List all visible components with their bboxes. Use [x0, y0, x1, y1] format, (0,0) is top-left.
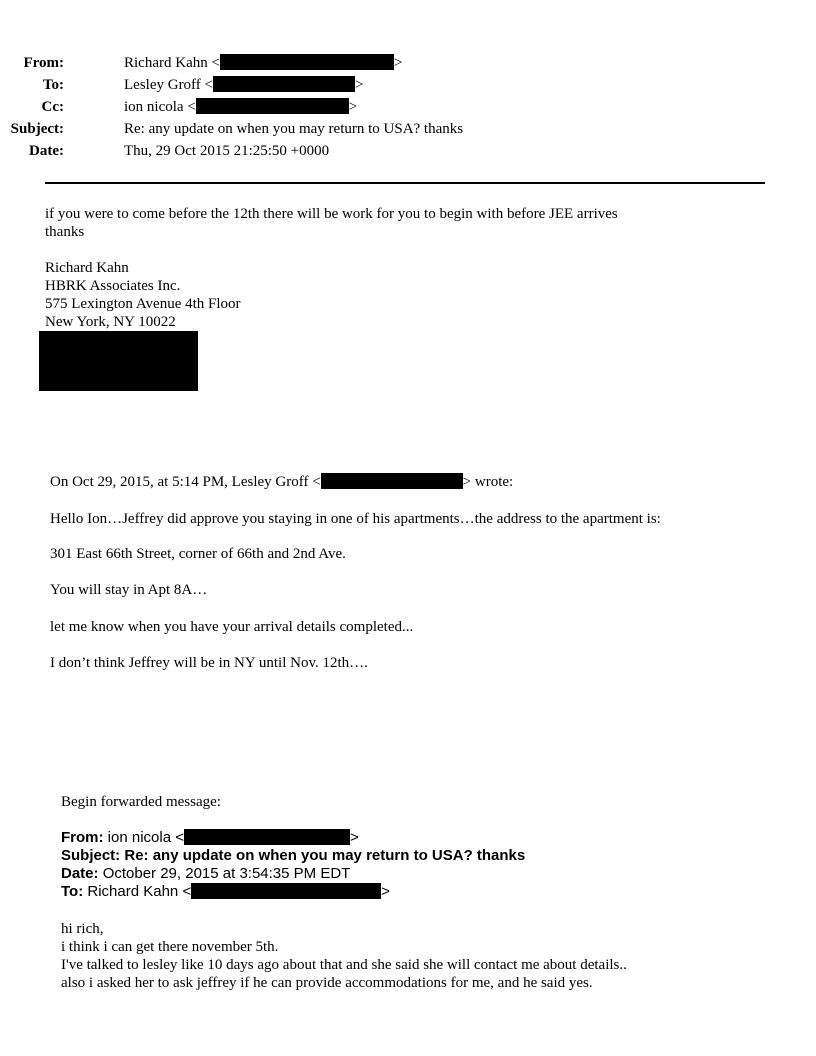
body-line-1: if you were to come before the 12th there will be work for you to begin with before JEE arrives [45, 206, 618, 222]
forwarded-to-label: To: [61, 883, 84, 900]
quoted-intro-suffix: > wrote: [462, 474, 514, 490]
forwarded-subject-label: Subject: [61, 847, 121, 864]
signature-address: 575 Lexington Avenue 4th Floor [45, 296, 241, 312]
from-value [124, 54, 402, 72]
quoted-intro [50, 473, 513, 491]
quoted-line-1: Hello Ion…Jeffrey did approve you staying in one of his apartments…the address to the apartment is: [50, 511, 661, 527]
from-name: Richard Kahn < [124, 55, 220, 71]
forwarded-line-4: also i asked her to ask jeffrey if he can provide accommodations for me, and he said yes. [61, 975, 593, 991]
redaction-box [184, 829, 350, 845]
header-divider [45, 182, 765, 184]
forwarded-to-value: Richard Kahn < [87, 883, 192, 900]
signature-redaction-box [39, 331, 198, 391]
cc-value [124, 98, 357, 116]
signature-company: HBRK Associates Inc. [45, 278, 181, 294]
body-line-2: thanks [45, 224, 85, 240]
forwarded-date-value: October 29, 2015 at 3:54:35 PM EDT [102, 865, 351, 882]
forwarded-from-label: From: [61, 829, 104, 846]
quoted-line-3: You will stay in Apt 8A… [50, 582, 208, 598]
subject-label: Subject: [10, 121, 64, 137]
redaction-box [191, 883, 381, 899]
quoted-intro-prefix: On Oct 29, 2015, at 5:14 PM, Lesley Groff < [50, 474, 321, 490]
to-name: Lesley Groff < [124, 77, 213, 93]
quoted-line-5: I don’t think Jeffrey will be in NY until Nov. 12th…. [50, 655, 368, 671]
redaction-box [196, 98, 349, 114]
subject-value: Re: any update on when you may return to USA? thanks [124, 121, 464, 137]
signature-city: New York, NY 10022 [45, 314, 176, 330]
quoted-line-2: 301 East 66th Street, corner of 66th and 2nd Ave. [50, 546, 346, 562]
cc-name: ion nicola < [124, 99, 196, 115]
close-bracket: > [348, 99, 358, 115]
date-label: Date: [29, 143, 64, 159]
close-bracket: > [381, 883, 390, 900]
to-value [124, 76, 363, 94]
forwarded-subject-row [61, 847, 525, 865]
forwarded-to-row [61, 883, 390, 901]
cc-label: Cc: [41, 99, 64, 115]
to-label: To: [42, 77, 64, 93]
forwarded-line-1: hi rich, [61, 921, 104, 937]
forwarded-line-2: i think i can get there november 5th. [61, 939, 279, 955]
from-label: From: [23, 55, 64, 71]
forwarded-subject-value: Re: any update on when you may return to USA? thanks [124, 847, 526, 864]
close-bracket: > [355, 77, 364, 93]
forwarded-from-value: ion nicola < [107, 829, 184, 846]
date-value: Thu, 29 Oct 2015 21:25:50 +0000 [124, 143, 330, 159]
forwarded-date-label: Date: [61, 865, 99, 882]
forwarded-intro: Begin forwarded message: [61, 794, 221, 810]
redaction-box [321, 473, 463, 489]
redaction-box [220, 54, 394, 70]
forwarded-line-3: I've talked to lesley like 10 days ago about that and she said she will contact me about details.. [61, 957, 627, 973]
redaction-box [213, 76, 355, 92]
close-bracket: > [393, 55, 403, 71]
signature-name: Richard Kahn [45, 260, 129, 276]
forwarded-from-row [61, 829, 359, 847]
forwarded-date-row [61, 865, 350, 883]
close-bracket: > [349, 829, 359, 846]
quoted-line-4: let me know when you have your arrival details completed... [50, 619, 414, 635]
